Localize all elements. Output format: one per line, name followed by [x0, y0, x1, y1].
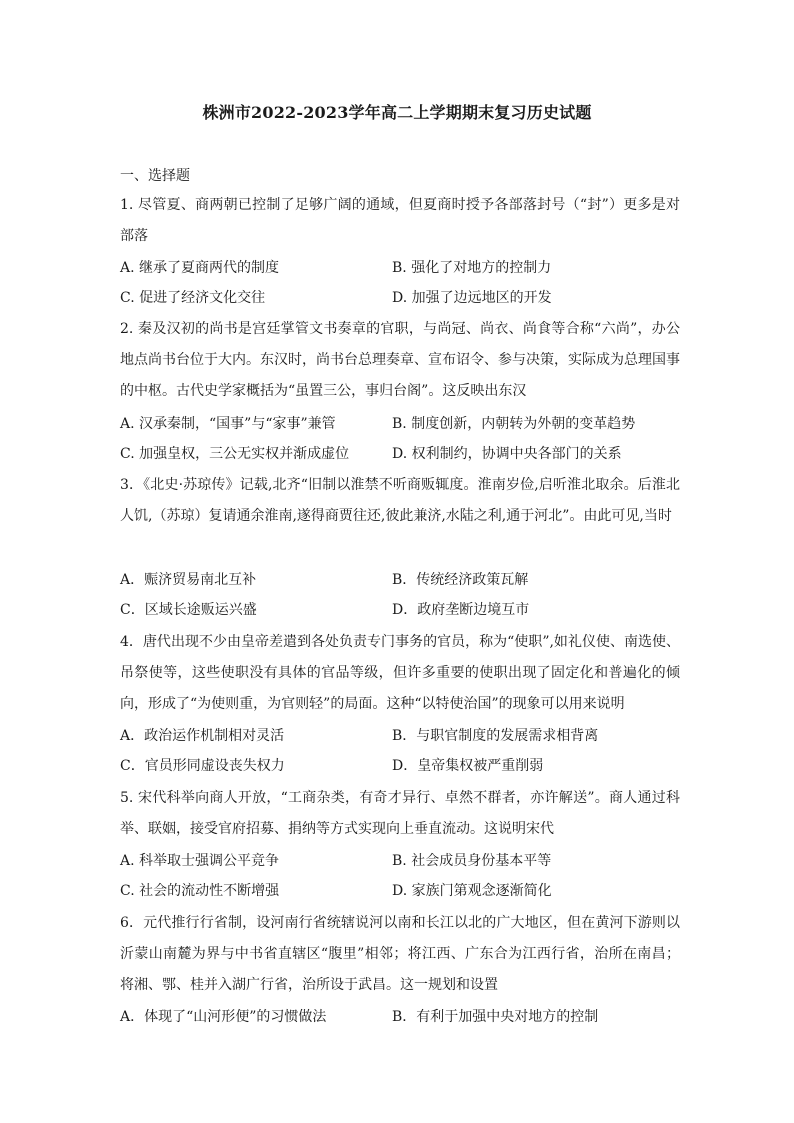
option-b: B. 社会成员身份基本平等	[392, 853, 552, 869]
question-4-options	[120, 721, 680, 781]
option-c: C. 社会的流动性不断增强	[120, 883, 280, 899]
option-row	[120, 409, 680, 439]
option-d: D．皇帝集权被严重削弱	[392, 758, 544, 774]
question-3-options	[120, 565, 680, 625]
option-d: D. 加强了边远地区的开发	[392, 290, 552, 306]
option-row	[120, 253, 680, 283]
option-b: B．传统经济政策瓦解	[392, 572, 529, 588]
option-b: B．与职官制度的发展需求相背离	[392, 728, 599, 744]
option-c: C. 加强皇权，三公无实权并渐成虚位	[120, 446, 350, 462]
option-c: C．区域长途贩运兴盛	[120, 602, 257, 618]
option-a: A．赈济贸易南北互补	[120, 572, 257, 588]
option-b: B. 强化了对地方的控制力	[392, 260, 552, 276]
option-d: D. 权利制约，协调中央各部门的关系	[392, 446, 622, 462]
question-6-options	[120, 1002, 680, 1032]
question-6-stem: 6．元代推行行省制，设河南行省统辖说河以南和长江以北的广大地区，但在黄河下游则以沂蒙山南麓为界与中书省直辖区“腹里”相邻；将江西、广东合为江西行省，治所在南昌；将湘、鄂、桂并入湖广行省，治所设于武昌。这一规划和设置	[120, 915, 680, 993]
section-heading: 一、选择题	[120, 168, 190, 184]
option-b: B. 制度创新，内朝转为外朝的变革趋势	[392, 416, 636, 432]
option-row	[120, 721, 680, 751]
option-row	[120, 439, 680, 469]
option-row	[120, 565, 680, 595]
option-row	[120, 283, 680, 313]
question-2-stem: 2. 秦及汉初的尚书是宫廷掌管文书奏章的官职，与尚冠、尚衣、尚食等合称“六尚”，办公地点尚书台位于大内。东汉时，尚书台总理奏章、宣布诏令、参与决策，实际成为总理国事的中枢。古代史学家概括为“虽置三公，事归台阁”。这反映出东汉	[120, 321, 680, 399]
option-c: C. 促进了经济文化交往	[120, 290, 266, 306]
option-a: A. 继承了夏商两代的制度	[120, 260, 280, 276]
option-b: B．有利于加强中央对地方的控制	[392, 1009, 599, 1025]
option-row	[120, 876, 680, 906]
option-a: A．政治运作机制相对灵活	[120, 728, 285, 744]
option-d: D. 家族门第观念逐渐简化	[392, 883, 552, 899]
question-4-stem: 4．唐代出现不少由皇帝差遣到各处负责专门事务的官员，称为“使职”,如礼仪使、南选使、吊祭使等，这些使职没有具体的官品等级，但许多重要的使职出现了固定化和普遍化的倾向，形成了“为使则重，为官则轻”的局面。这种“以特使治国”的现象可以用来说明	[120, 634, 680, 712]
question-2-options	[120, 409, 680, 469]
question-5-stem: 5. 宋代科举向商人开放，“工商杂类，有奇才异行、卓然不群者，亦许解送”。商人通过科举、联姻，接受官府招募、捐纳等方式实现向上垂直流动。这说明宋代	[120, 790, 680, 837]
option-a: A. 汉承秦制，“国事”与“家事”兼管	[120, 416, 336, 432]
option-a: A．体现了“山河形便”的习惯做法	[120, 1009, 327, 1025]
question-3-stem: 3．《北史·苏琼传》记载,北齐“旧制以淮禁不听商贩辄度。淮南岁俭,启听淮北取余。后淮北人饥,（苏琼）复请通余淮南,遂得商贾往还,彼此兼济,水陆之利,通于河北”。由此可见,当时	[120, 477, 680, 524]
question-5-options	[120, 846, 680, 906]
option-c: C．官员形同虚设丧失权力	[120, 758, 285, 774]
option-row	[120, 595, 680, 625]
question-1-options	[120, 253, 680, 313]
option-row	[120, 1002, 680, 1032]
question-1-stem: 1. 尽管夏、商两朝已控制了足够广阔的通域，但夏商时授予各部落封号（“封”）更多是对部落	[120, 197, 680, 244]
option-a: A. 科举取士强调公平竞争	[120, 853, 280, 869]
option-row	[120, 751, 680, 781]
option-d: D．政府垄断边境互市	[392, 602, 530, 618]
page-title: 株洲市2022-2023学年高二上学期期末复习历史试题	[202, 103, 592, 122]
option-row	[120, 846, 680, 876]
